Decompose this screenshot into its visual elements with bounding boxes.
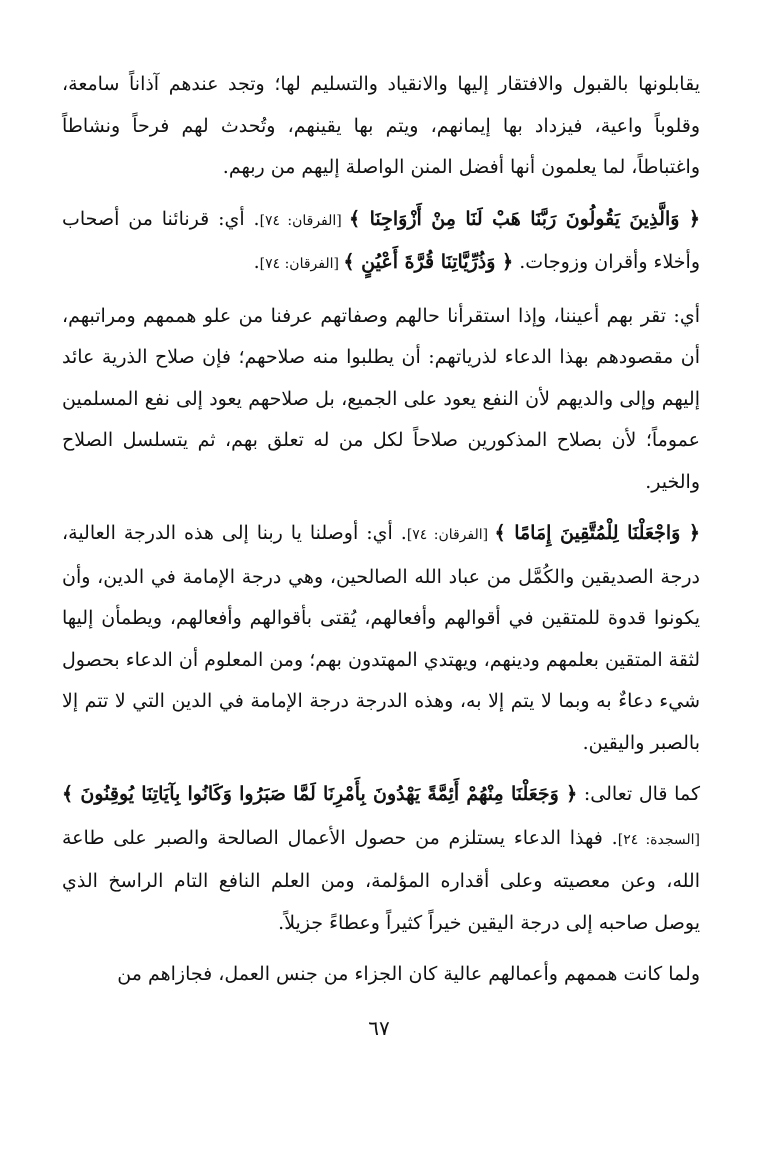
verse-reference: [الفرقان: ٧٤] [259, 212, 350, 229]
paragraph [62, 513, 700, 764]
paragraph [62, 64, 700, 189]
verse-reference: [الفرقان: ٧٤] [259, 256, 344, 272]
paragraph [62, 774, 700, 944]
text-segment: . أي: قرنائنا من أصحاب وأخلاء وأقران وزوجات. [62, 207, 700, 273]
text-segment: يقابلونها بالقبول والافتقار إليها والانقياد والتسليم لها؛ وتجد عندهم آذاناً سامعة، وقلوباً واعية، فيزداد بها إيمانهم، ويتم بها يقينهم، وتُحدث لهم فرحاً ونشاطاً واغتباطاً، لما يعلمون أنها أفضل المنن الواصلة إليهم من ربهم. [62, 73, 700, 178]
body-text [62, 64, 700, 996]
quran-verse: ﴿ وَجَعَلْنَا مِنْهُمْ أَئِمَّةً يَهْدُونَ بِأَمْرِنَا لَمَّا صَبَرُوا وَكَانُوا بِآيَاتِنَا يُوقِنُونَ ﴾ [62, 783, 578, 805]
quran-verse: ﴿ وَالَّذِينَ يَقُولُونَ رَبَّنَا هَبْ لَنَا مِنْ أَزْوَاجِنَا ﴾ [349, 207, 700, 230]
text-segment: . [253, 251, 260, 273]
quran-verse: ﴿ وَاجْعَلْنَا لِلْمُتَّقِينَ إِمَامًا ﴾ [494, 522, 701, 544]
book-page [62, 64, 700, 996]
page-number: ٦٧ [368, 1016, 390, 1040]
verse-reference: [السجدة: ٢٤] [617, 831, 700, 848]
quran-verse: ﴿ وَذُرِّيَّاتِنَا قُرَّةَ أَعْيُنٍ ﴾ [343, 251, 514, 273]
verse-reference: [الفرقان: ٧٤] [406, 527, 495, 543]
text-segment: أي: تقر بهم أعيننا، وإذا استقرأنا حالهم وصفاتهم عرفنا من علو هممهم ومراتبهم، أن مقصودهم بهذا الدعاء لذرياتهم: أن يطلبوا منه صلاحهم؛ فإن صلاح الذرية عائد إليهم وإلى والديهم لأن النفع يعود على الجميع، بل صلاحهم يعود إلى نفع المسلمين عموماً؛ لأن بصلاح المذكورين صلاحاً لكل من له تعلق بهم، ثم يتسلسل الصلاح والخير. [62, 304, 700, 493]
text-segment: ولما كانت هممهم وأعمالهم عالية كان الجزاء من جنس العمل، فجازاهم من [117, 963, 700, 985]
text-segment: . أي: أوصلنا يا ربنا إلى هذه الدرجة العالية، درجة الصديقين والكُمَّل من عباد الله الصالحين، وهي درجة الإمامة في الدين، وأن يكونوا قدوة للمتقين في أقوالهم وأفعالهم، يُقتى بأقوالهم وأفعالهم، ويطمأن إليها لثقة المتقين بعلمهم ودينهم، ويهتدي المهتدون بهم؛ ومن المعلوم أن الدعاء بحصول شيء دعاءٌ به وبما لا يتم إلا به، وهذه الدرجة درجة الإمامة في الدين التي لا تتم إلا بالصبر واليقين. [62, 522, 700, 754]
text-segment: . فهذا الدعاء يستلزم من حصول الأعمال الصالحة والصبر على طاعة الله، وعن معصيته وعلى أقداره المؤلمة، ومن العلم النافع التام الراسخ الذي يوصل صاحبه إلى درجة اليقين خيراً كثيراً وعطاءً جزيلاً. [62, 826, 700, 934]
paragraph [62, 296, 700, 504]
paragraph [62, 199, 700, 286]
paragraph [62, 954, 700, 996]
text-segment: كما قال تعالى: [577, 783, 700, 805]
